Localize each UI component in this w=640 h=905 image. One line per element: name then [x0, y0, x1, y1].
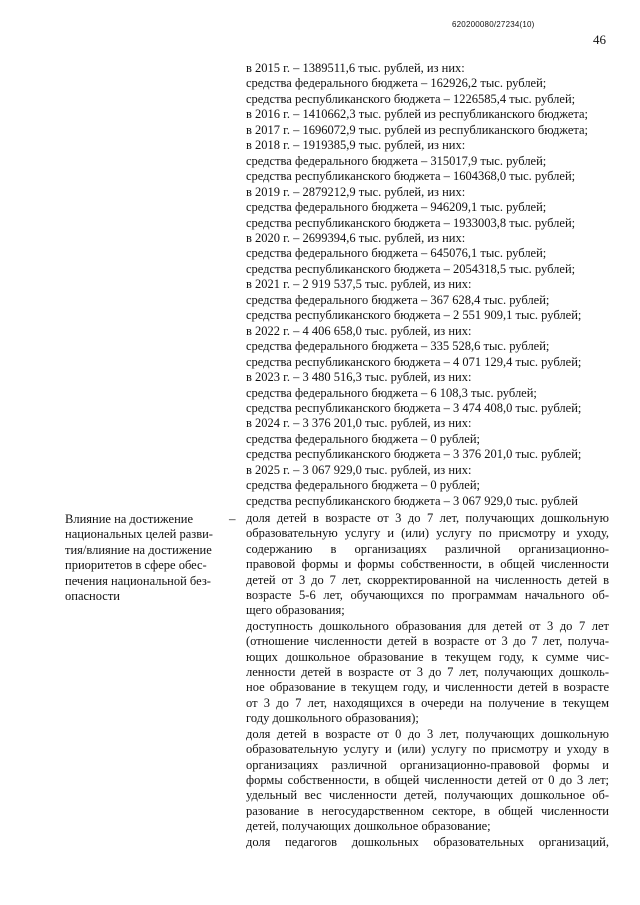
indicator-line: возрасте 5-6 лет, обучающихся по программам начального об- — [246, 588, 609, 603]
indicator-line: доля детей в возрасте от 3 до 7 лет, получающих дошкольную — [246, 511, 609, 525]
funding-line: средства республиканского бюджета – 1226585,4 тыс. рублей; — [246, 91, 576, 106]
indicator-line: ное образование в текущем году, и численности детей в возрасте — [246, 680, 609, 695]
funding-line: в 2022 г. – 4 406 658,0 тыс. рублей, из них: — [246, 323, 472, 338]
funding-line: средства федерального бюджета – 315017,9 тыс. рублей; — [246, 153, 547, 168]
indicator-line: образовательную услугу и (или) услугу по присмотру и уходу в — [246, 742, 609, 757]
indicator-line: удельный вес численности детей, получающих дошкольное об- — [246, 788, 609, 803]
section-label-line: приоритетов в сфере обес- — [65, 558, 207, 573]
page-number: 46 — [593, 32, 606, 47]
indicator-line: образовательную услугу и (или) услугу по присмотру и уходу, — [246, 526, 609, 541]
section-label-line: печения национальной без- — [65, 573, 211, 588]
section-label-line: национальных целей разви- — [65, 527, 213, 542]
funding-line: средства федерального бюджета – 946209,1 тыс. рублей; — [246, 200, 547, 215]
funding-line: средства республиканского бюджета – 1933003,8 тыс. рублей; — [246, 215, 576, 230]
indicator-line: ющих дошкольное образование в текущем году, к сумме чис- — [246, 649, 609, 664]
funding-line: в 2015 г. – 1389511,6 тыс. рублей, из них: — [246, 61, 465, 75]
funding-line: средства федерального бюджета – 645076,1 тыс. рублей; — [246, 246, 547, 261]
indicator-line: щего образования; — [246, 603, 345, 618]
indicators-text — [246, 511, 609, 850]
funding-line: средства федерального бюджета – 162926,2 тыс. рублей; — [246, 76, 547, 91]
funding-line: средства федерального бюджета – 6 108,3 тыс. рублей; — [246, 385, 537, 400]
section-label — [65, 512, 225, 604]
indicator-line: содержанию в организациях различной организационно- — [246, 541, 609, 556]
funding-line: в 2016 г. – 1410662,3 тыс. рублей из республиканского бюджета; — [246, 107, 589, 122]
funding-line: средства федерального бюджета – 0 рублей; — [246, 431, 480, 446]
indicator-line: организациях различной организационно-правовой формы и — [246, 757, 609, 772]
funding-line: в 2020 г. – 2699394,6 тыс. рублей, из них: — [246, 230, 466, 245]
funding-line: средства республиканского бюджета – 1604368,0 тыс. рублей; — [246, 169, 576, 184]
label-dash: – — [229, 511, 236, 526]
indicator-line: формы собственности, в общей численности детей от 0 до 3 лет; — [246, 772, 609, 787]
funding-line: средства республиканского бюджета – 3 474 408,0 тыс. рублей; — [246, 400, 582, 415]
funding-line: в 2023 г. – 3 480 516,3 тыс. рублей, из них: — [246, 370, 472, 385]
document-id: 620200080/27234(10) — [452, 20, 535, 29]
funding-line: в 2018 г. – 1919385,9 тыс. рублей, из них: — [246, 138, 466, 153]
funding-line: средства республиканского бюджета – 2054318,5 тыс. рублей; — [246, 261, 576, 276]
funding-breakdown — [246, 61, 611, 509]
indicator-line: правовой формы и формы собственности, в общей численности — [246, 557, 609, 572]
indicator-line: доступность дошкольного образования для детей от 3 до 7 лет — [246, 618, 609, 633]
funding-line: средства федерального бюджета – 335 528,6 тыс. рублей; — [246, 339, 550, 354]
funding-line: средства республиканского бюджета – 3 376 201,0 тыс. рублей; — [246, 447, 582, 462]
indicator-line: от 3 до 7 лет, находящихся в очереди на получение в текущем — [246, 695, 609, 710]
funding-line: в 2017 г. – 1696072,9 тыс. рублей из республиканского бюджета; — [246, 122, 589, 137]
funding-line: средства федерального бюджета – 367 628,4 тыс. рублей; — [246, 292, 550, 307]
funding-line: в 2021 г. – 2 919 537,5 тыс. рублей, из них: — [246, 277, 472, 292]
funding-line: средства республиканского бюджета – 3 067 929,0 тыс. рублей — [246, 493, 578, 508]
funding-line: средства федерального бюджета – 0 рублей; — [246, 478, 480, 493]
indicator-line: году дошкольного образования); — [246, 711, 419, 726]
indicator-line: ленности детей в возрасте от 3 до 7 лет, получающих дошколь- — [246, 665, 609, 680]
section-label-line: тия/влияние на достижение — [65, 542, 212, 557]
indicator-line: разование в негосударственном секторе, в общей численности — [246, 803, 609, 818]
funding-line: в 2025 г. – 3 067 929,0 тыс. рублей, из них: — [246, 462, 472, 477]
funding-line: в 2019 г. – 2879212,9 тыс. рублей, из них: — [246, 184, 466, 199]
funding-line: средства республиканского бюджета – 2 551 909,1 тыс. рублей; — [246, 308, 582, 323]
funding-line: средства республиканского бюджета – 4 071 129,4 тыс. рублей; — [246, 354, 582, 369]
funding-line: в 2024 г. – 3 376 201,0 тыс. рублей, из них: — [246, 416, 472, 431]
section-label-line: Влияние на достижение — [65, 512, 193, 526]
indicator-line: (отношение численности детей в возрасте от 3 до 7 лет, получа- — [246, 634, 609, 649]
indicator-line: доля детей в возрасте от 0 до 3 лет, получающих дошкольную — [246, 726, 609, 741]
indicator-line: доля педагогов дошкольных образовательных организаций, — [246, 834, 609, 849]
indicator-line: детей от 3 до 7 лет, скорректированной на численность детей в — [246, 572, 609, 587]
section-label-line: опасности — [65, 589, 120, 604]
indicator-line: детей, получающих дошкольное образование; — [246, 819, 491, 834]
